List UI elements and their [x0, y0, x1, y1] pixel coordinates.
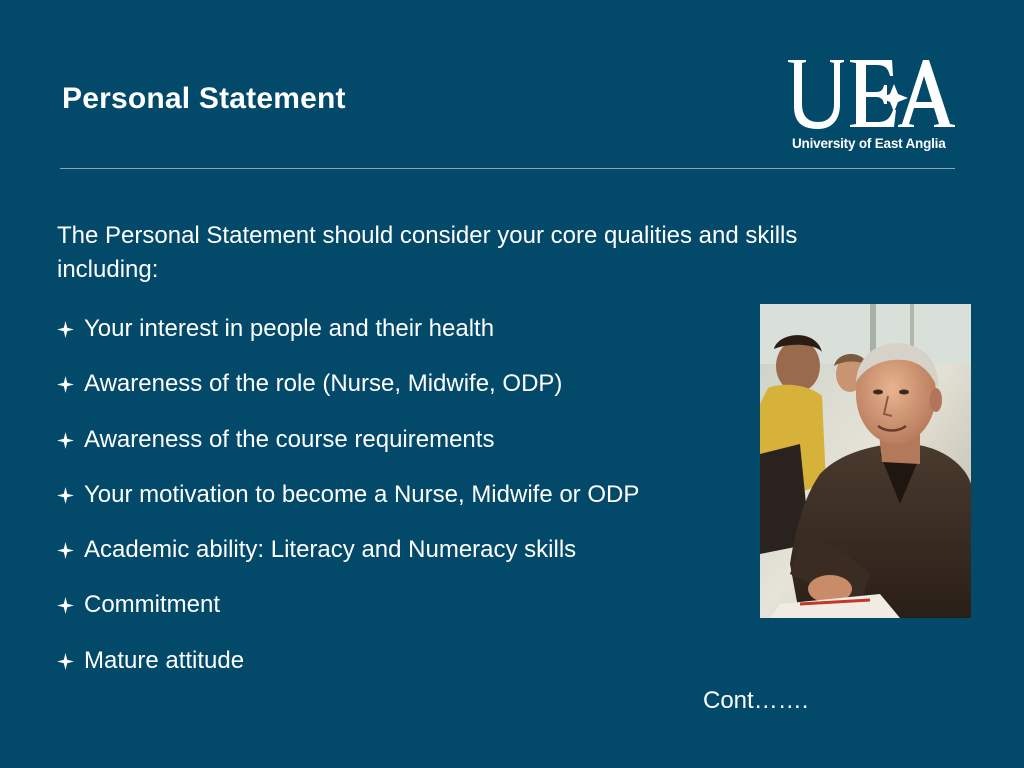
list-item: [57, 642, 639, 697]
uea-logo-subtitle: University of East Anglia: [792, 136, 946, 151]
continuation-note: Cont…….: [703, 687, 809, 714]
list-item-text: Your motivation to become a Nurse, Midwife or ODP: [84, 480, 640, 508]
student-photo: [760, 304, 971, 618]
qualities-list: [57, 310, 639, 697]
list-item-text: Your interest in people and their health: [84, 315, 495, 342]
uea-logo: [786, 52, 958, 152]
list-item-text: Commitment: [84, 591, 221, 619]
four-point-star-icon: [57, 597, 74, 614]
list-item: [57, 421, 639, 476]
slide-title: Personal Statement: [62, 82, 346, 115]
list-item: [57, 586, 639, 641]
list-item: [57, 476, 639, 531]
list-item-text: Awareness of the course requirements: [84, 425, 495, 453]
four-point-star-icon: [57, 653, 74, 670]
student-photo-illustration: [760, 304, 971, 618]
list-item-text: Awareness of the role (Nurse, Midwife, ODP): [84, 370, 563, 398]
intro-text: The Personal Statement should consider your core qualities and skills including:: [57, 222, 798, 283]
list-item: [57, 365, 639, 420]
list-item-text: Academic ability: Literacy and Numeracy skills: [84, 536, 577, 564]
list-item: [57, 531, 639, 586]
four-point-star-icon: [57, 321, 74, 338]
uea-logo-mark: [786, 52, 958, 132]
four-point-star-icon: [57, 376, 74, 393]
title-divider: [60, 168, 955, 169]
four-point-star-icon: [57, 432, 74, 449]
list-item: [57, 310, 639, 365]
four-point-star-icon: [57, 487, 74, 504]
list-item-text: Mature attitude: [84, 646, 245, 674]
four-point-star-icon: [57, 542, 74, 559]
